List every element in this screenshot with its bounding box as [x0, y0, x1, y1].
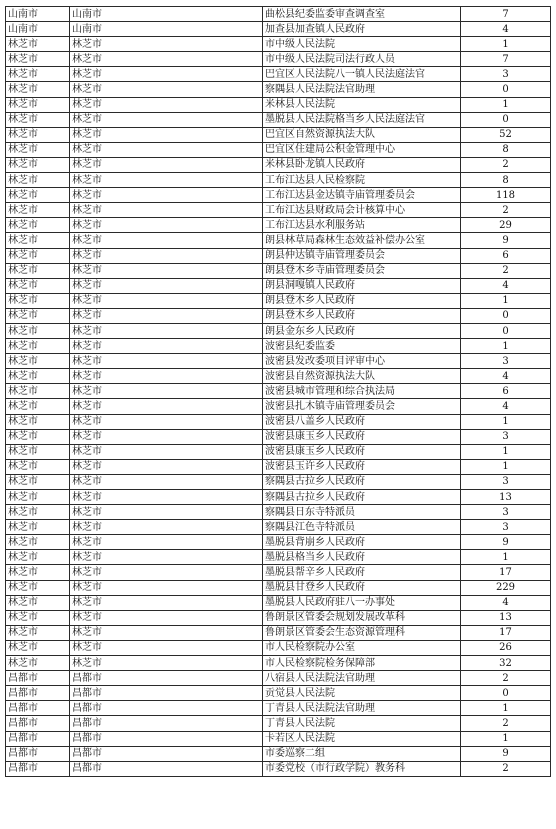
- city-cell: 林芝市: [6, 173, 70, 188]
- district-cell: 林芝市: [70, 188, 263, 203]
- table-row: [6, 157, 551, 172]
- district-cell: 林芝市: [70, 580, 263, 595]
- city-cell: 昌都市: [6, 746, 70, 761]
- table-row: [6, 490, 551, 505]
- unit-cell: 鲁朗景区管委会规划发展改革科: [263, 610, 461, 625]
- city-cell: 林芝市: [6, 399, 70, 414]
- count-cell: 1: [461, 550, 551, 565]
- count-cell: 3: [461, 354, 551, 369]
- table-row: [6, 173, 551, 188]
- city-cell: 林芝市: [6, 414, 70, 429]
- table-row: [6, 248, 551, 263]
- table-row: [6, 308, 551, 323]
- count-cell: 0: [461, 308, 551, 323]
- table-row: [6, 535, 551, 550]
- count-cell: 2: [461, 203, 551, 218]
- unit-cell: 曲松县纪委监委审查调查室: [263, 7, 461, 22]
- district-cell: 林芝市: [70, 429, 263, 444]
- table-row: [6, 293, 551, 308]
- unit-cell: 巴宜区自然资源执法大队: [263, 127, 461, 142]
- unit-cell: 墨脱县人民法院格当乡人民法庭法官: [263, 112, 461, 127]
- unit-cell: 工布江达县财政局会计核算中心: [263, 203, 461, 218]
- unit-cell: 市中级人民法院: [263, 37, 461, 52]
- city-cell: 林芝市: [6, 278, 70, 293]
- count-cell: 1: [461, 414, 551, 429]
- unit-cell: 朗县登木乡人民政府: [263, 293, 461, 308]
- unit-cell: 墨脱县格当乡人民政府: [263, 550, 461, 565]
- city-cell: 林芝市: [6, 550, 70, 565]
- city-cell: 林芝市: [6, 323, 70, 338]
- table-row: [6, 459, 551, 474]
- count-cell: 9: [461, 233, 551, 248]
- count-cell: 1: [461, 97, 551, 112]
- count-cell: 8: [461, 142, 551, 157]
- city-cell: 林芝市: [6, 67, 70, 82]
- city-cell: 林芝市: [6, 535, 70, 550]
- table-row: [6, 218, 551, 233]
- count-cell: 1: [461, 731, 551, 746]
- city-cell: 林芝市: [6, 218, 70, 233]
- city-cell: 林芝市: [6, 444, 70, 459]
- district-cell: 林芝市: [70, 112, 263, 127]
- unit-cell: 市委巡察二组: [263, 746, 461, 761]
- city-cell: 昌都市: [6, 686, 70, 701]
- city-cell: 林芝市: [6, 384, 70, 399]
- unit-cell: 工布江达县人民检察院: [263, 173, 461, 188]
- city-cell: 昌都市: [6, 671, 70, 686]
- district-cell: 林芝市: [70, 37, 263, 52]
- table-row: [6, 278, 551, 293]
- unit-cell: 卡若区人民法院: [263, 731, 461, 746]
- table-row: [6, 52, 551, 67]
- table-row: [6, 429, 551, 444]
- count-cell: 6: [461, 384, 551, 399]
- city-cell: 林芝市: [6, 610, 70, 625]
- district-cell: 昌都市: [70, 686, 263, 701]
- table-row: [6, 505, 551, 520]
- document-page: [5, 6, 550, 777]
- district-cell: 昌都市: [70, 671, 263, 686]
- table-row: [6, 82, 551, 97]
- unit-cell: 察隅县古拉乡人民政府: [263, 490, 461, 505]
- count-cell: 0: [461, 686, 551, 701]
- city-cell: 林芝市: [6, 354, 70, 369]
- city-cell: 林芝市: [6, 127, 70, 142]
- count-cell: 3: [461, 520, 551, 535]
- unit-cell: 巴宜区人民法院八一镇人民法庭法官: [263, 67, 461, 82]
- count-cell: 2: [461, 716, 551, 731]
- district-cell: 林芝市: [70, 142, 263, 157]
- unit-cell: 市人民检察院检务保障部: [263, 656, 461, 671]
- district-cell: 林芝市: [70, 82, 263, 97]
- count-cell: 3: [461, 67, 551, 82]
- count-cell: 2: [461, 671, 551, 686]
- count-cell: 1: [461, 293, 551, 308]
- count-cell: 229: [461, 580, 551, 595]
- unit-cell: 波密县城市管理和综合执法局: [263, 384, 461, 399]
- district-cell: 林芝市: [70, 263, 263, 278]
- district-cell: 林芝市: [70, 323, 263, 338]
- unit-cell: 墨脱县人民政府驻八一办事处: [263, 595, 461, 610]
- count-cell: 9: [461, 746, 551, 761]
- unit-cell: 波密县康玉乡人民政府: [263, 444, 461, 459]
- city-cell: 林芝市: [6, 565, 70, 580]
- district-cell: 林芝市: [70, 399, 263, 414]
- district-cell: 林芝市: [70, 444, 263, 459]
- district-cell: 林芝市: [70, 52, 263, 67]
- count-cell: 4: [461, 369, 551, 384]
- count-cell: 17: [461, 565, 551, 580]
- city-cell: 林芝市: [6, 37, 70, 52]
- district-cell: 林芝市: [70, 293, 263, 308]
- city-cell: 林芝市: [6, 263, 70, 278]
- unit-cell: 工布江达县金达镇寺庙管理委员会: [263, 188, 461, 203]
- district-cell: 林芝市: [70, 173, 263, 188]
- table-row: [6, 656, 551, 671]
- count-cell: 0: [461, 112, 551, 127]
- city-cell: 林芝市: [6, 640, 70, 655]
- district-cell: 林芝市: [70, 656, 263, 671]
- count-cell: 26: [461, 640, 551, 655]
- district-cell: 昌都市: [70, 746, 263, 761]
- table-row: [6, 625, 551, 640]
- district-cell: 林芝市: [70, 459, 263, 474]
- city-cell: 林芝市: [6, 112, 70, 127]
- district-cell: 昌都市: [70, 761, 263, 776]
- table-row: [6, 550, 551, 565]
- district-cell: 林芝市: [70, 157, 263, 172]
- table-row: [6, 686, 551, 701]
- table-row: [6, 580, 551, 595]
- unit-cell: 墨脱县背崩乡人民政府: [263, 535, 461, 550]
- count-cell: 29: [461, 218, 551, 233]
- count-cell: 9: [461, 535, 551, 550]
- table-row: [6, 203, 551, 218]
- count-cell: 3: [461, 474, 551, 489]
- table-row: [6, 761, 551, 776]
- city-cell: 昌都市: [6, 701, 70, 716]
- table-row: [6, 520, 551, 535]
- count-cell: 4: [461, 22, 551, 37]
- unit-cell: 贡觉县人民法院: [263, 686, 461, 701]
- recruitment-table: [5, 6, 551, 777]
- district-cell: 山南市: [70, 7, 263, 22]
- table-row: [6, 671, 551, 686]
- city-cell: 林芝市: [6, 595, 70, 610]
- district-cell: 林芝市: [70, 369, 263, 384]
- unit-cell: 市人民检察院办公室: [263, 640, 461, 655]
- unit-cell: 察隅县日东寺特派员: [263, 505, 461, 520]
- unit-cell: 察隅县人民法院法官助理: [263, 82, 461, 97]
- district-cell: 林芝市: [70, 218, 263, 233]
- count-cell: 1: [461, 339, 551, 354]
- city-cell: 林芝市: [6, 369, 70, 384]
- district-cell: 林芝市: [70, 505, 263, 520]
- count-cell: 3: [461, 429, 551, 444]
- count-cell: 1: [461, 459, 551, 474]
- table-row: [6, 640, 551, 655]
- table-row: [6, 399, 551, 414]
- district-cell: 林芝市: [70, 625, 263, 640]
- unit-cell: 朗县登木乡人民政府: [263, 308, 461, 323]
- district-cell: 林芝市: [70, 520, 263, 535]
- unit-cell: 工布江达县水利服务站: [263, 218, 461, 233]
- city-cell: 昌都市: [6, 731, 70, 746]
- district-cell: 林芝市: [70, 640, 263, 655]
- table-row: [6, 188, 551, 203]
- table-row: [6, 97, 551, 112]
- count-cell: 8: [461, 173, 551, 188]
- city-cell: 林芝市: [6, 157, 70, 172]
- city-cell: 林芝市: [6, 429, 70, 444]
- district-cell: 林芝市: [70, 339, 263, 354]
- table-row: [6, 716, 551, 731]
- unit-cell: 市委党校（市行政学院）教务科: [263, 761, 461, 776]
- city-cell: 林芝市: [6, 656, 70, 671]
- table-row: [6, 565, 551, 580]
- count-cell: 1: [461, 444, 551, 459]
- table-row: [6, 610, 551, 625]
- city-cell: 林芝市: [6, 233, 70, 248]
- table-row: [6, 112, 551, 127]
- city-cell: 山南市: [6, 7, 70, 22]
- city-cell: 昌都市: [6, 716, 70, 731]
- table-row: [6, 731, 551, 746]
- city-cell: 林芝市: [6, 520, 70, 535]
- unit-cell: 波密县扎木镇寺庙管理委员会: [263, 399, 461, 414]
- table-row: [6, 746, 551, 761]
- city-cell: 林芝市: [6, 52, 70, 67]
- unit-cell: 墨脱县帮辛乡人民政府: [263, 565, 461, 580]
- table-row: [6, 7, 551, 22]
- table-row: [6, 369, 551, 384]
- district-cell: 林芝市: [70, 248, 263, 263]
- district-cell: 昌都市: [70, 716, 263, 731]
- count-cell: 1: [461, 37, 551, 52]
- count-cell: 1: [461, 701, 551, 716]
- district-cell: 林芝市: [70, 550, 263, 565]
- district-cell: 林芝市: [70, 354, 263, 369]
- count-cell: 2: [461, 263, 551, 278]
- district-cell: 山南市: [70, 22, 263, 37]
- table-row: [6, 323, 551, 338]
- city-cell: 林芝市: [6, 97, 70, 112]
- table-row: [6, 142, 551, 157]
- table-row: [6, 701, 551, 716]
- table-body: [6, 7, 551, 777]
- city-cell: 林芝市: [6, 188, 70, 203]
- district-cell: 林芝市: [70, 67, 263, 82]
- city-cell: 林芝市: [6, 339, 70, 354]
- unit-cell: 鲁朗景区管委会生态资源管理科: [263, 625, 461, 640]
- table-row: [6, 474, 551, 489]
- city-cell: 林芝市: [6, 505, 70, 520]
- table-row: [6, 339, 551, 354]
- count-cell: 118: [461, 188, 551, 203]
- count-cell: 32: [461, 656, 551, 671]
- table-row: [6, 37, 551, 52]
- count-cell: 7: [461, 7, 551, 22]
- city-cell: 林芝市: [6, 293, 70, 308]
- district-cell: 林芝市: [70, 278, 263, 293]
- unit-cell: 察隅县江色寺特派员: [263, 520, 461, 535]
- unit-cell: 墨脱县甘登乡人民政府: [263, 580, 461, 595]
- city-cell: 林芝市: [6, 625, 70, 640]
- city-cell: 林芝市: [6, 459, 70, 474]
- city-cell: 林芝市: [6, 580, 70, 595]
- unit-cell: 朗县仲达镇寺庙管理委员会: [263, 248, 461, 263]
- unit-cell: 波密县发改委项目评审中心: [263, 354, 461, 369]
- district-cell: 林芝市: [70, 535, 263, 550]
- city-cell: 林芝市: [6, 474, 70, 489]
- city-cell: 林芝市: [6, 142, 70, 157]
- table-row: [6, 22, 551, 37]
- table-row: [6, 354, 551, 369]
- city-cell: 林芝市: [6, 203, 70, 218]
- unit-cell: 波密县康玉乡人民政府: [263, 429, 461, 444]
- unit-cell: 市中级人民法院司法行政人员: [263, 52, 461, 67]
- count-cell: 0: [461, 323, 551, 338]
- city-cell: 林芝市: [6, 308, 70, 323]
- table-row: [6, 233, 551, 248]
- unit-cell: 波密县纪委监委: [263, 339, 461, 354]
- count-cell: 13: [461, 610, 551, 625]
- district-cell: 林芝市: [70, 490, 263, 505]
- table-row: [6, 127, 551, 142]
- count-cell: 6: [461, 248, 551, 263]
- unit-cell: 朗县登木乡寺庙管理委员会: [263, 263, 461, 278]
- district-cell: 林芝市: [70, 233, 263, 248]
- unit-cell: 朗县洞嘎镇人民政府: [263, 278, 461, 293]
- city-cell: 林芝市: [6, 82, 70, 97]
- district-cell: 昌都市: [70, 731, 263, 746]
- district-cell: 林芝市: [70, 414, 263, 429]
- city-cell: 山南市: [6, 22, 70, 37]
- count-cell: 7: [461, 52, 551, 67]
- unit-cell: 加查县加查镇人民政府: [263, 22, 461, 37]
- district-cell: 林芝市: [70, 595, 263, 610]
- unit-cell: 丁青县人民法院: [263, 716, 461, 731]
- city-cell: 林芝市: [6, 248, 70, 263]
- count-cell: 52: [461, 127, 551, 142]
- unit-cell: 米林县卧龙镇人民政府: [263, 157, 461, 172]
- district-cell: 昌都市: [70, 701, 263, 716]
- count-cell: 2: [461, 157, 551, 172]
- district-cell: 林芝市: [70, 127, 263, 142]
- table-row: [6, 263, 551, 278]
- count-cell: 4: [461, 278, 551, 293]
- count-cell: 4: [461, 399, 551, 414]
- district-cell: 林芝市: [70, 610, 263, 625]
- count-cell: 3: [461, 505, 551, 520]
- unit-cell: 察隅县古拉乡人民政府: [263, 474, 461, 489]
- district-cell: 林芝市: [70, 308, 263, 323]
- district-cell: 林芝市: [70, 203, 263, 218]
- city-cell: 昌都市: [6, 761, 70, 776]
- table-row: [6, 444, 551, 459]
- table-row: [6, 67, 551, 82]
- table-row: [6, 595, 551, 610]
- count-cell: 2: [461, 761, 551, 776]
- count-cell: 0: [461, 82, 551, 97]
- count-cell: 17: [461, 625, 551, 640]
- district-cell: 林芝市: [70, 565, 263, 580]
- unit-cell: 八宿县人民法院法官助理: [263, 671, 461, 686]
- unit-cell: 米林县人民法院: [263, 97, 461, 112]
- count-cell: 13: [461, 490, 551, 505]
- count-cell: 4: [461, 595, 551, 610]
- table-row: [6, 384, 551, 399]
- unit-cell: 朗县金东乡人民政府: [263, 323, 461, 338]
- district-cell: 林芝市: [70, 474, 263, 489]
- unit-cell: 丁青县人民法院法官助理: [263, 701, 461, 716]
- district-cell: 林芝市: [70, 97, 263, 112]
- table-row: [6, 414, 551, 429]
- city-cell: 林芝市: [6, 490, 70, 505]
- unit-cell: 波密县玉许乡人民政府: [263, 459, 461, 474]
- unit-cell: 波密县自然资源执法大队: [263, 369, 461, 384]
- unit-cell: 巴宜区住建局公积金管理中心: [263, 142, 461, 157]
- unit-cell: 波密县八盖乡人民政府: [263, 414, 461, 429]
- unit-cell: 朗县林草局森林生态效益补偿办公室: [263, 233, 461, 248]
- district-cell: 林芝市: [70, 384, 263, 399]
